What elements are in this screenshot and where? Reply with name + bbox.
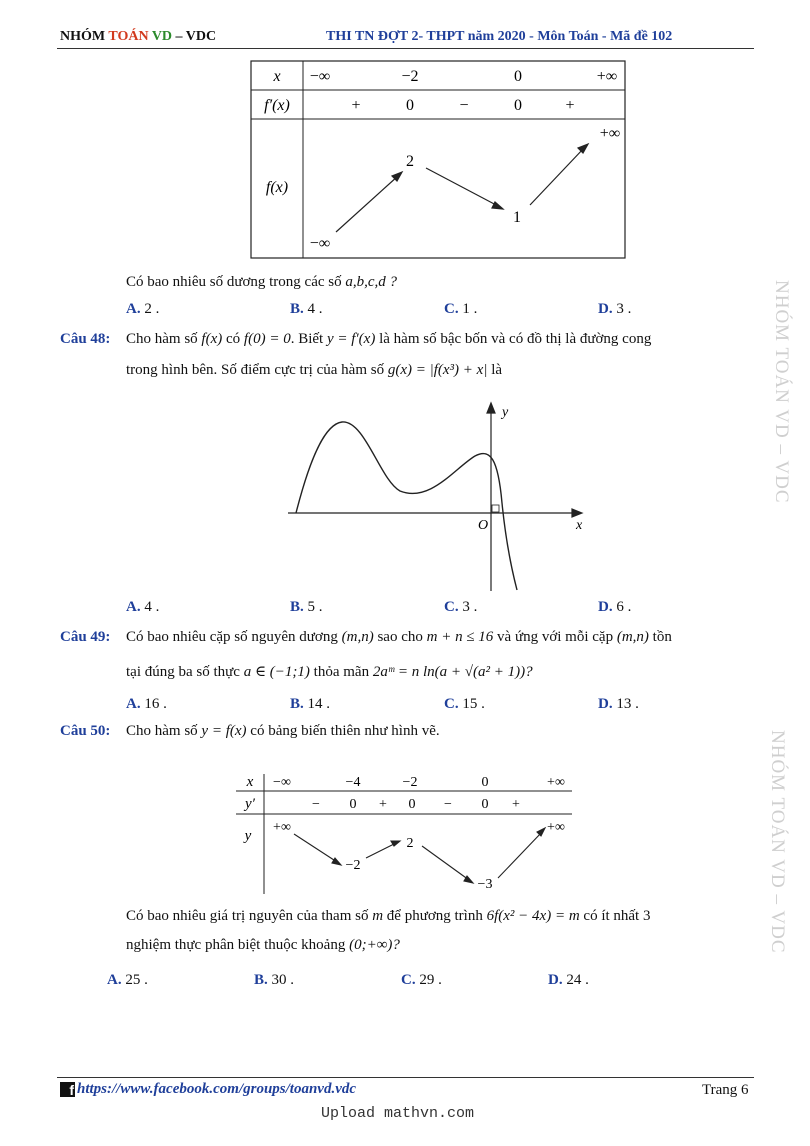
q48-line2: trong hình bên. Số điểm cực trị của hàm số g(x) = |f(x³) + x| là — [126, 362, 503, 378]
t1-x-neg2: −2 — [401, 68, 419, 85]
t1-x-zero: 0 — [514, 68, 522, 85]
q50-option-d[interactable]: D. 24 . — [548, 972, 589, 988]
q50-option-a[interactable]: A. 25 . — [107, 972, 148, 988]
t1-fp-label: f′(x) — [264, 97, 290, 114]
header-exam-title: THI TN ĐỢT 2- THPT năm 2020 - Môn Toán - Mã đề 102 — [326, 29, 673, 44]
t2-yp-sign-2: 0 — [349, 797, 357, 812]
header-group-vdc: – VDC — [175, 29, 217, 44]
t2-y-pos-inf-left: +∞ — [273, 820, 291, 835]
q48-x-label: x — [576, 518, 583, 533]
t2-x-neg-inf: −∞ — [273, 775, 291, 790]
t1-fp-sign-3: − — [459, 97, 469, 114]
footer-rule — [57, 1077, 754, 1078]
q49-option-b[interactable]: B. 14 . — [290, 696, 331, 712]
q47-vars: a,b,c,d ? — [345, 274, 398, 290]
q47-option-a[interactable]: A. 2 . — [126, 301, 160, 317]
t2-y-label: y — [244, 828, 252, 844]
header-group-toan: TOÁN — [108, 29, 149, 44]
variation-table-q50 — [236, 770, 576, 896]
q48-origin-label: O — [478, 518, 489, 533]
q50-label: Câu 50: — [60, 723, 111, 739]
t2-yp-sign-7: + — [512, 797, 520, 812]
q48-y-label: y — [502, 405, 509, 420]
t2-y-max: 2 — [406, 836, 414, 851]
q49-option-c[interactable]: C. 15 . — [444, 696, 485, 712]
q47-prompt: Có bao nhiêu số dương trong các số a,b,c,d ? — [126, 274, 398, 290]
page-number: Trang 6 — [702, 1082, 749, 1098]
t2-yp-label: y′ — [245, 796, 255, 812]
t1-fp-sign-1: + — [351, 97, 361, 114]
q49-line1: Có bao nhiêu cặp số nguyên dương (m,n) sao cho m + n ≤ 16 và ứng với mỗi cặp (m,n) tồn — [126, 629, 672, 645]
t2-x-neg2: −2 — [402, 775, 418, 790]
t1-x-label: x — [273, 68, 281, 85]
t2-x-label: x — [246, 774, 254, 790]
q50-question-line2: nghiệm thực phân biệt thuộc khoảng (0;+∞)? — [126, 937, 400, 953]
t2-yp-sign-3: + — [379, 797, 387, 812]
q48-option-d[interactable]: D. 6 . — [598, 599, 632, 615]
q47-option-c[interactable]: C. 1 . — [444, 301, 478, 317]
t1-x-neg-inf: −∞ — [309, 68, 331, 85]
header-rule — [57, 48, 754, 49]
t2-y-min1: −2 — [345, 858, 361, 873]
footer-link[interactable]: https://www.facebook.com/groups/toanvd.vdc — [77, 1081, 357, 1097]
t1-f-pos-inf: +∞ — [599, 125, 621, 142]
upload-credit: Upload mathvn.com — [321, 1105, 475, 1122]
q50-option-c[interactable]: C. 29 . — [401, 972, 442, 988]
q48-curve — [296, 422, 517, 590]
t2-yp-sign-5: − — [444, 797, 452, 812]
t1-f-min: 1 — [513, 209, 521, 226]
header-group-word: NHÓM — [60, 29, 106, 44]
q48-option-a[interactable]: A. 4 . — [126, 599, 160, 615]
q48-option-c[interactable]: C. 3 . — [444, 599, 478, 615]
t2-y-min2: −3 — [477, 877, 493, 892]
header-left — [60, 29, 216, 45]
q47-option-d[interactable]: D. 3 . — [598, 301, 632, 317]
header-group-vd: VD — [151, 29, 173, 44]
q48-derivative-graph — [280, 398, 590, 594]
facebook-icon: f — [60, 1082, 75, 1097]
t1-f-neg-inf: −∞ — [309, 235, 331, 252]
t1-f-label: f(x) — [265, 179, 289, 196]
t2-x-pos-inf: +∞ — [547, 775, 565, 790]
q47-option-b[interactable]: B. 4 . — [290, 301, 323, 317]
t1-fp-sign-2: 0 — [406, 97, 414, 114]
side-watermark-bottom: NHÓM TOÁN VD – VDC — [767, 730, 788, 954]
q50-question-line1: Có bao nhiêu giá trị nguyên của tham số m để phương trình 6f(x² − 4x) = m có ít nhất 3 — [126, 908, 651, 924]
t2-x-zero: 0 — [481, 775, 489, 790]
t2-x-neg4: −4 — [345, 775, 361, 790]
q49-option-a[interactable]: A. 16 . — [126, 696, 167, 712]
q50-line1: Cho hàm số y = f(x) có bảng biến thiên như hình vẽ. — [126, 723, 440, 739]
t1-fp-sign-4: 0 — [514, 97, 522, 114]
side-watermark-top: NHÓM TOÁN VD – VDC — [771, 280, 792, 504]
q49-label: Câu 49: — [60, 629, 111, 645]
q50-option-b[interactable]: B. 30 . — [254, 972, 295, 988]
t2-yp-sign-6: 0 — [481, 797, 489, 812]
q49-line2: tại đúng ba số thực a ∈ (−1;1) thỏa mãn 2aᵐ = n ln(a + √(a² + 1))? — [126, 664, 533, 680]
t1-f-max: 2 — [406, 153, 414, 170]
q49-option-d[interactable]: D. 13 . — [598, 696, 639, 712]
q48-line1: Cho hàm số f(x) có f(0) = 0. Biết y = f′(x) là hàm số bậc bốn và có đồ thị là đường cong — [126, 331, 652, 347]
variation-table-q47 — [250, 60, 627, 260]
q48-option-b[interactable]: B. 5 . — [290, 599, 323, 615]
t2-yp-sign-1: − — [312, 797, 320, 812]
q48-label: Câu 48: — [60, 331, 111, 347]
t1-fp-sign-5: + — [565, 97, 575, 114]
t2-yp-sign-4: 0 — [408, 797, 416, 812]
t1-x-pos-inf: +∞ — [596, 68, 618, 85]
t2-y-pos-inf-right: +∞ — [547, 820, 565, 835]
